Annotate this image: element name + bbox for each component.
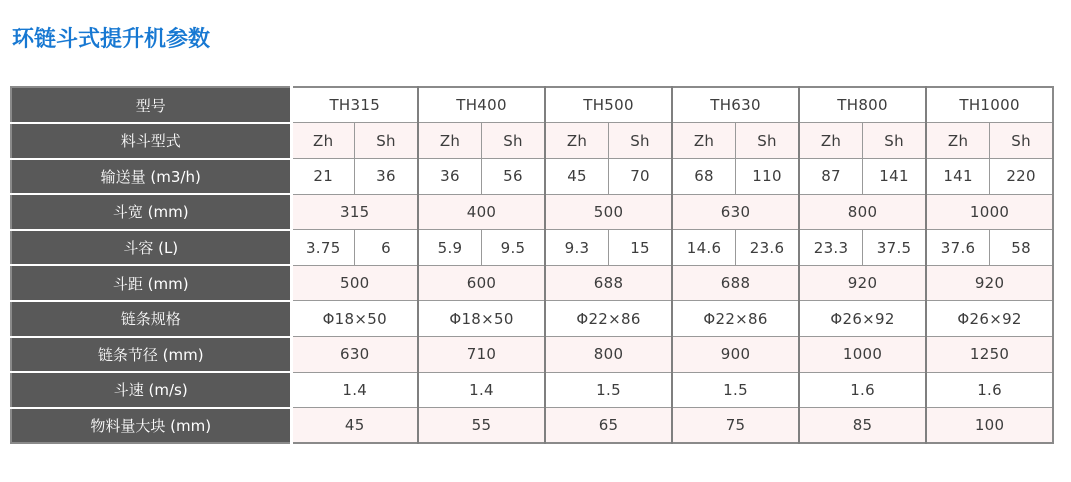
value-cell: 37.6	[926, 230, 990, 266]
row-label-bucket-type: 料斗型式	[11, 123, 291, 159]
value-cell: 1.6	[799, 372, 926, 408]
value-cell: 65	[545, 408, 672, 444]
value-cell: 23.6	[736, 230, 800, 266]
value-cell: Zh	[545, 123, 609, 159]
value-cell: 36	[355, 159, 419, 195]
value-cell: 21	[291, 159, 355, 195]
value-cell: 500	[291, 265, 418, 301]
value-cell: 141	[863, 159, 927, 195]
value-cell: Sh	[990, 123, 1054, 159]
value-cell: 9.3	[545, 230, 609, 266]
model-cell: TH1000	[926, 87, 1053, 123]
value-cell: 45	[545, 159, 609, 195]
value-cell: 500	[545, 194, 672, 230]
value-cell: 920	[799, 265, 926, 301]
model-cell: TH500	[545, 87, 672, 123]
page-title: 环链斗式提升机参数	[12, 27, 211, 52]
value-cell: 710	[418, 337, 545, 373]
value-cell: Zh	[926, 123, 990, 159]
value-cell: 800	[799, 194, 926, 230]
value-cell: 55	[418, 408, 545, 444]
row-label-max-lump-size: 物料量大块 (mm)	[11, 408, 291, 444]
value-cell: 1.4	[418, 372, 545, 408]
value-cell: 315	[291, 194, 418, 230]
table-row-conveying-capacity	[11, 159, 1053, 195]
value-cell: 36	[418, 159, 482, 195]
row-label-chain-pitch-diameter: 链条节径 (mm)	[11, 337, 291, 373]
value-cell: 9.5	[482, 230, 546, 266]
value-cell: 1.5	[545, 372, 672, 408]
value-cell: 56	[482, 159, 546, 195]
value-cell: Φ18×50	[418, 301, 545, 337]
value-cell: 630	[672, 194, 799, 230]
value-cell: 1250	[926, 337, 1053, 373]
value-cell: Sh	[609, 123, 673, 159]
value-cell: Sh	[482, 123, 546, 159]
value-cell: Φ26×92	[926, 301, 1053, 337]
elevator-parameters-table	[10, 86, 1054, 444]
model-cell: TH400	[418, 87, 545, 123]
value-cell: Φ26×92	[799, 301, 926, 337]
value-cell: 688	[672, 265, 799, 301]
row-label-chain-spec: 链条规格	[11, 301, 291, 337]
model-cell: TH630	[672, 87, 799, 123]
row-label-bucket-pitch: 斗距 (mm)	[11, 265, 291, 301]
value-cell: Sh	[863, 123, 927, 159]
table-row-max-lump-size	[11, 408, 1053, 444]
value-cell: 75	[672, 408, 799, 444]
model-cell: TH800	[799, 87, 926, 123]
value-cell: 100	[926, 408, 1053, 444]
row-label-bucket-width: 斗宽 (mm)	[11, 194, 291, 230]
table-row-bucket-type	[11, 123, 1053, 159]
row-label-conveying-capacity: 输送量 (m3/h)	[11, 159, 291, 195]
value-cell: Φ22×86	[545, 301, 672, 337]
value-cell: Zh	[672, 123, 736, 159]
table-row-bucket-pitch	[11, 265, 1053, 301]
table-row-bucket-speed	[11, 372, 1053, 408]
value-cell: 110	[736, 159, 800, 195]
value-cell: 600	[418, 265, 545, 301]
value-cell: 45	[291, 408, 418, 444]
value-cell: 1000	[799, 337, 926, 373]
value-cell: 688	[545, 265, 672, 301]
value-cell: 23.3	[799, 230, 863, 266]
value-cell: 1000	[926, 194, 1053, 230]
value-cell: 85	[799, 408, 926, 444]
value-cell: 6	[355, 230, 419, 266]
value-cell: Φ18×50	[291, 301, 418, 337]
value-cell: 900	[672, 337, 799, 373]
table-row-chain-spec	[11, 301, 1053, 337]
value-cell: 920	[926, 265, 1053, 301]
value-cell: 1.6	[926, 372, 1053, 408]
value-cell: 400	[418, 194, 545, 230]
value-cell: 37.5	[863, 230, 927, 266]
value-cell: 141	[926, 159, 990, 195]
row-label-bucket-speed: 斗速 (m/s)	[11, 372, 291, 408]
table-row-model	[11, 87, 1053, 123]
value-cell: 800	[545, 337, 672, 373]
value-cell: 1.5	[672, 372, 799, 408]
value-cell: Φ22×86	[672, 301, 799, 337]
value-cell: 15	[609, 230, 673, 266]
value-cell: 14.6	[672, 230, 736, 266]
value-cell: 220	[990, 159, 1054, 195]
value-cell: 68	[672, 159, 736, 195]
table-row-chain-pitch-diameter	[11, 337, 1053, 373]
value-cell: Zh	[418, 123, 482, 159]
value-cell: Sh	[355, 123, 419, 159]
row-label-bucket-volume: 斗容 (L)	[11, 230, 291, 266]
value-cell: Zh	[291, 123, 355, 159]
row-label-model: 型号	[11, 87, 291, 123]
value-cell: 630	[291, 337, 418, 373]
value-cell: 70	[609, 159, 673, 195]
value-cell: 58	[990, 230, 1054, 266]
value-cell: 87	[799, 159, 863, 195]
model-cell: TH315	[291, 87, 418, 123]
value-cell: 3.75	[291, 230, 355, 266]
table-row-bucket-volume	[11, 230, 1053, 266]
value-cell: 5.9	[418, 230, 482, 266]
value-cell: Sh	[736, 123, 800, 159]
value-cell: 1.4	[291, 372, 418, 408]
table-row-bucket-width	[11, 194, 1053, 230]
value-cell: Zh	[799, 123, 863, 159]
